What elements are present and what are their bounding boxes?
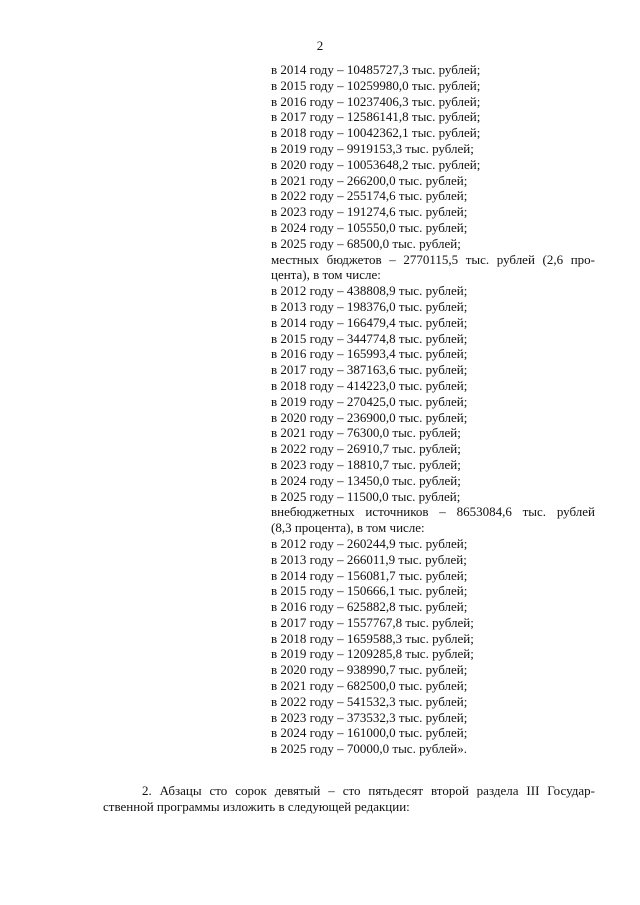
list-item: в 2023 году – 373532,3 тыс. рублей; <box>271 709 468 725</box>
list-item: в 2018 году – 1659588,3 тыс. рублей; <box>271 630 474 646</box>
list-item: в 2021 году – 76300,0 тыс. рублей; <box>271 425 461 441</box>
list-item: в 2015 году – 150666,1 тыс. рублей; <box>271 583 468 599</box>
list-item: в 2024 году – 161000,0 тыс. рублей; <box>271 725 468 741</box>
list-item: в 2019 году – 270425,0 тыс. рублей; <box>271 393 468 409</box>
amendment-paragraph-line2: ственной программы изложить в следующей редакции: <box>103 798 410 814</box>
list-item: в 2014 году – 156081,7 тыс. рублей; <box>271 567 468 583</box>
list-item: в 2016 году – 165993,4 тыс. рублей; <box>271 346 468 362</box>
list-item: в 2017 году – 1557767,8 тыс. рублей; <box>271 614 474 630</box>
list-item: в 2013 году – 198376,0 тыс. рублей; <box>271 298 468 314</box>
list-item: в 2017 году – 12586141,8 тыс. рублей; <box>271 109 481 125</box>
list-item: в 2012 году – 260244,9 тыс. рублей; <box>271 535 468 551</box>
list-item: в 2022 году – 26910,7 тыс. рублей; <box>271 441 461 457</box>
list-item: в 2025 году – 68500,0 тыс. рублей; <box>271 235 461 251</box>
local-budgets-heading: местных бюджетов – 2770115,5 тыс. рублей (2,6 про- <box>271 251 595 267</box>
amendment-paragraph-line1: 2. Абзацы сто сорок девятый – сто пятьдесят второй раздела III Государ- <box>142 783 595 798</box>
list-item: в 2024 году – 105550,0 тыс. рублей; <box>271 219 468 235</box>
list-local-budgets <box>271 283 595 504</box>
list-item: в 2025 году – 11500,0 тыс. рублей; <box>271 488 461 504</box>
list-item: в 2014 году – 10485727,3 тыс. рублей; <box>271 62 481 77</box>
list-item: в 2020 году – 10053648,2 тыс. рублей; <box>271 156 481 172</box>
list-item: в 2020 году – 236900,0 тыс. рублей; <box>271 409 468 425</box>
list-item: в 2015 году – 344774,8 тыс. рублей; <box>271 330 468 346</box>
list-item: в 2025 году – 70000,0 тыс. рублей». <box>271 741 467 757</box>
list-item: в 2023 году – 18810,7 тыс. рублей; <box>271 456 461 472</box>
list-item: в 2016 году – 10237406,3 тыс. рублей; <box>271 93 481 109</box>
list-item: в 2016 году – 625882,8 тыс. рублей; <box>271 599 468 615</box>
list-top <box>271 62 595 252</box>
list-item: в 2014 году – 166479,4 тыс. рублей; <box>271 314 468 330</box>
list-item: в 2022 году – 541532,3 тыс. рублей; <box>271 693 468 709</box>
page-number: 2 <box>316 38 324 53</box>
list-item: в 2019 году – 9919153,3 тыс. рублей; <box>271 140 474 156</box>
list-item: в 2017 году – 387163,6 тыс. рублей; <box>271 362 468 378</box>
amendment-paragraph <box>103 783 595 815</box>
list-item: в 2012 году – 438808,9 тыс. рублей; <box>271 283 468 299</box>
list-item: в 2013 году – 266011,9 тыс. рублей; <box>271 551 467 567</box>
list-item: в 2022 году – 255174,6 тыс. рублей; <box>271 188 468 204</box>
list-item: в 2019 году – 1209285,8 тыс. рублей; <box>271 646 474 662</box>
list-item: в 2018 году – 10042362,1 тыс. рублей; <box>271 125 481 141</box>
funding-text-block <box>271 62 595 757</box>
extra-budgetary-heading-cont: (8,3 процента), в том числе: <box>271 520 425 536</box>
list-item: в 2024 году – 13450,0 тыс. рублей; <box>271 472 461 488</box>
list-item: в 2021 году – 682500,0 тыс. рублей; <box>271 678 468 694</box>
list-extra-budgetary <box>271 536 595 757</box>
list-item: в 2018 году – 414223,0 тыс. рублей; <box>271 377 468 393</box>
list-item: в 2020 году – 938990,7 тыс. рублей; <box>271 662 468 678</box>
local-budgets-heading-cont: цента), в том числе: <box>271 267 381 283</box>
extra-budgetary-heading: внебюджетных источников – 8653084,6 тыс. рублей <box>271 504 595 520</box>
list-item: в 2023 году – 191274,6 тыс. рублей; <box>271 204 468 220</box>
list-item: в 2015 году – 10259980,0 тыс. рублей; <box>271 77 481 93</box>
list-item: в 2021 году – 266200,0 тыс. рублей; <box>271 172 468 188</box>
